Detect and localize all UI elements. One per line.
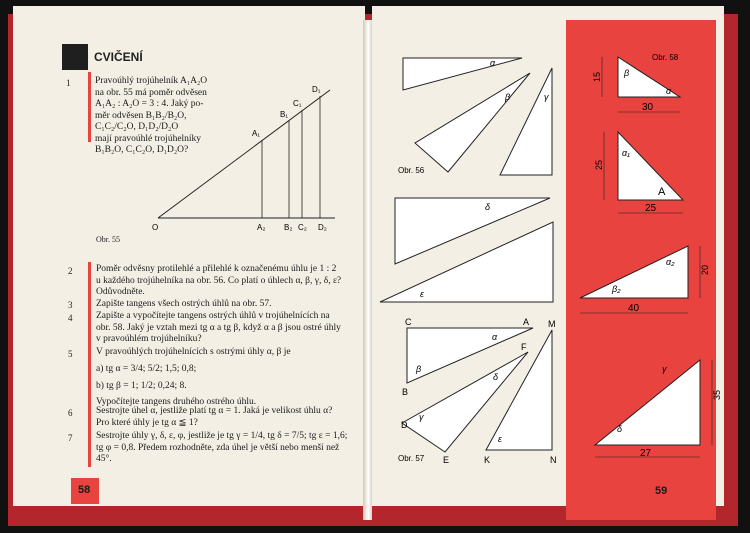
figure-58-caption: Obr. 58: [652, 53, 679, 62]
label-d2: D₂: [318, 223, 327, 232]
exercise-5: V pravoúhlých trojúhelnících s ostrými úhly α, β je a) tg α = 3/4; 5/2; 1,5; 0,8; b) tg β = 1; 1/2; 0,24; 8. Vypočítejte tangens druhého ostrého úhlu.: [96, 347, 291, 407]
label-c1: C₁: [293, 99, 302, 108]
point-f: F: [521, 342, 527, 352]
greek-beta: β: [505, 92, 511, 102]
exercise-4: Zapište a vypočítejte tangens ostrých úhlů v trojúhelnících na obr. 58. Jaký je vztah mezi tg α a tg β, když α a β jsou ostré úhly v pravoúhlém trojúhelníku?: [96, 311, 341, 344]
point-m: M: [548, 319, 556, 329]
exercise-number: 3: [68, 300, 73, 310]
exercise-6: Sestrojte úhel α, jestliže platí tg α = 1. Jaká je velikost úhlu α? Pro které úhly je tg α ≦ 1?: [96, 406, 333, 428]
exercise-2: Poměr odvěsny protilehlé a přilehlé k označenému úhlu je 1 : 2 u každého trojúhelníka na obr. 56. Co platí o úhlech α, β, γ, δ, ε? Odůvodněte.: [96, 264, 342, 297]
point-c: C: [405, 317, 412, 327]
figure-56-caption: Obr. 56: [398, 166, 425, 175]
fig58-gamma: γ: [662, 364, 667, 374]
greek-gamma-57: γ: [419, 412, 424, 422]
greek-alpha-57: α: [492, 332, 498, 342]
exercise-number: 7: [68, 433, 73, 443]
label-a2: A₂: [257, 223, 266, 232]
point-a: A: [523, 317, 530, 327]
point-k: K: [484, 455, 491, 465]
label-c2: C₂: [298, 223, 307, 232]
fig58-a: A: [658, 186, 666, 198]
greek-beta-57: β: [416, 364, 422, 374]
section-title: CVIČENÍ: [94, 50, 143, 64]
dim-25-v: 25: [594, 159, 604, 170]
greek-alpha: α: [490, 58, 496, 68]
fig58-alpha1: α₁: [622, 148, 630, 158]
dim-27: 27: [640, 448, 652, 459]
label-b2: B₂: [284, 223, 293, 232]
figure-57-caption: Obr. 57: [398, 454, 425, 463]
fig58-triangle-4: [595, 360, 700, 445]
page-number: 59: [655, 485, 668, 497]
label-d1: D₁: [312, 85, 321, 94]
greek-gamma: γ: [544, 92, 549, 102]
fig58-alpha2: α₂: [666, 257, 675, 267]
fig58-beta: β: [624, 68, 630, 78]
exercise-number: 2: [68, 266, 73, 276]
exercise-number: 4: [68, 313, 73, 323]
dim-20: 20: [700, 264, 710, 275]
exercise-number: 1: [66, 78, 71, 88]
exercise-number: 5: [68, 349, 73, 359]
triangle-alpha: [403, 58, 522, 90]
point-e: E: [443, 455, 450, 465]
page-number: 58: [78, 484, 91, 496]
exercise-7: Sestrojte úhly γ, δ, ε, φ, jestliže je tg γ = 1/4, tg δ = 7/5; tg ε = 1,6; tg φ = 0,8. Předem rozhodněte, zda úhel je větší nebo menší než 45°.: [96, 431, 348, 464]
greek-delta: δ: [485, 202, 491, 212]
exercise-1: Pravoúhlý trojúhelník A₁A₂O na obr. 55 má poměr odvěsen A₁A₂ : A₂O = 3 : 4. Jaký po- měr odvěsen B₁B₂/B₂O, C₁C₂/C₂O, D₁D₂/D₂O mají pravoúhlé trojúhelníky B₁B₂O, C₁C₂O, D₁D₂O?: [95, 76, 208, 155]
fig58-triangle-2: [618, 132, 683, 200]
figure-55-caption: Obr. 55: [96, 235, 120, 244]
label-b1: B₁: [280, 110, 289, 119]
point-n: N: [550, 455, 557, 465]
exercise-3: Zapište tangens všech ostrých úhlů na obr. 57.: [96, 299, 272, 309]
label-o: O: [152, 223, 159, 232]
label-a1: A₁: [252, 129, 261, 138]
dim-40: 40: [628, 303, 640, 314]
fig58-delta: δ: [617, 424, 623, 434]
point-d: D: [401, 420, 408, 430]
greek-delta-57: δ: [493, 372, 499, 382]
exercise-number: 6: [68, 408, 73, 418]
fig58-alpha: α: [666, 86, 672, 96]
triangle-gamma: [500, 68, 552, 175]
point-b: B: [402, 387, 409, 397]
fig58-triangle-3: [580, 246, 688, 298]
dim-30: 30: [642, 102, 654, 113]
dim-25-h: 25: [645, 203, 657, 214]
fig58-beta2: β₂: [612, 284, 621, 294]
dim-15: 15: [592, 71, 602, 82]
greek-epsilon: ε: [420, 289, 424, 299]
greek-epsilon-57: ε: [498, 434, 502, 444]
dim-35: 35: [712, 389, 722, 400]
triangle-abc: [407, 328, 533, 383]
